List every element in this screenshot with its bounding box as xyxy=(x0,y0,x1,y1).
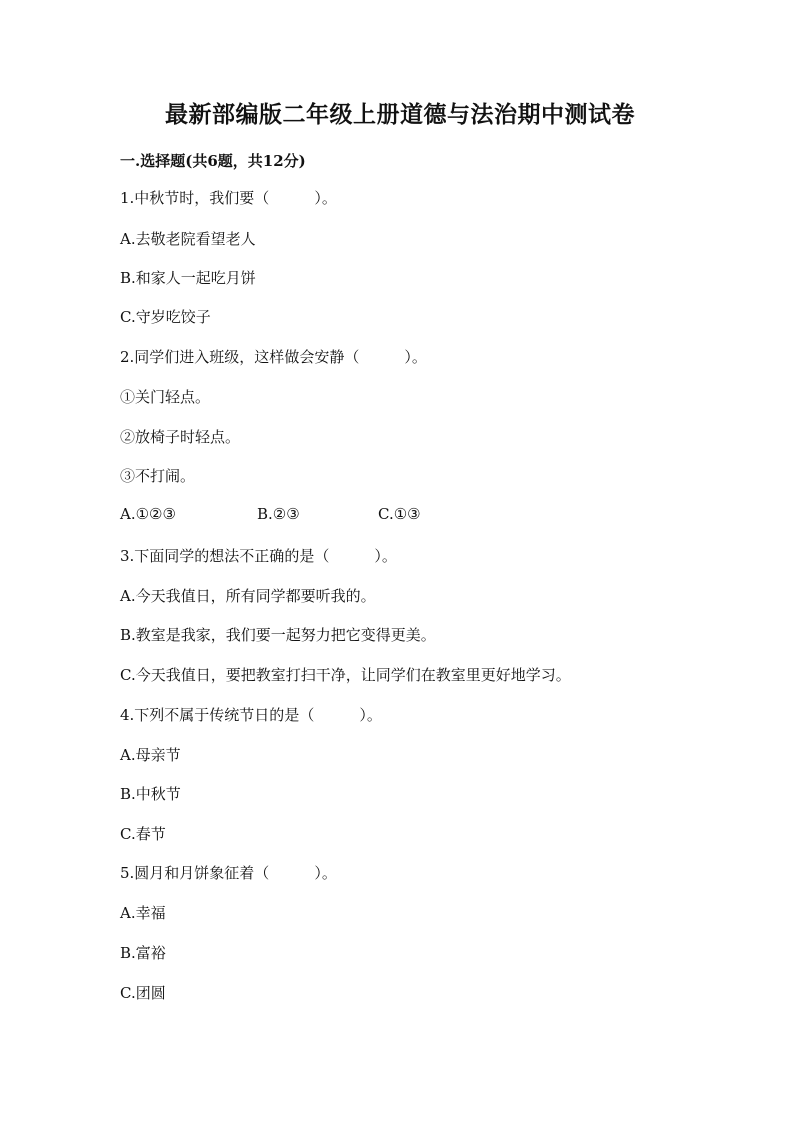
question-5-option-b: B.富裕 xyxy=(120,944,166,962)
question-5-option-c: C.团圆 xyxy=(120,984,166,1002)
page-title: 最新部编版二年级上册道德与法治期中测试卷 xyxy=(165,101,635,128)
question-3-option-a: A.今天我值日，所有同学都要听我的。 xyxy=(120,587,376,605)
question-1-option-a: A.去敬老院看望老人 xyxy=(120,230,256,248)
question-4-option-b: B.中秋节 xyxy=(120,785,181,803)
question-5-stem: 5.圆月和月饼象征着（ ）。 xyxy=(120,864,337,882)
question-2-option-c: C.①③ xyxy=(378,505,421,523)
question-2-statement-3: ③不打闹。 xyxy=(120,467,196,485)
question-2-option-b: B.②③ xyxy=(257,505,300,523)
question-5-option-a: A.幸福 xyxy=(120,904,166,922)
question-4-option-c: C.春节 xyxy=(120,825,166,843)
question-3-option-b: B.教室是我家，我们要一起努力把它变得更美。 xyxy=(120,626,436,644)
question-2-option-a: A.①②③ xyxy=(120,505,176,523)
question-4-stem: 4.下列不属于传统节日的是（ ）。 xyxy=(120,706,382,724)
question-1-option-c: C.守岁吃饺子 xyxy=(120,308,211,326)
question-1-stem: 1.中秋节时，我们要（ ）。 xyxy=(120,189,337,207)
question-3-option-c: C.今天我值日，要把教室打扫干净，让同学们在教室里更好地学习。 xyxy=(120,666,571,684)
question-1-option-b: B.和家人一起吃月饼 xyxy=(120,269,256,287)
question-2-statement-2: ②放椅子时轻点。 xyxy=(120,428,241,446)
question-4-option-a: A.母亲节 xyxy=(120,746,181,764)
section-heading: 一.选择题(共6题，共12分) xyxy=(120,152,306,170)
question-2-stem: 2.同学们进入班级，这样做会安静（ ）。 xyxy=(120,348,427,366)
question-2-statement-1: ①关门轻点。 xyxy=(120,388,211,406)
question-3-stem: 3.下面同学的想法不正确的是（ ）。 xyxy=(120,547,397,565)
